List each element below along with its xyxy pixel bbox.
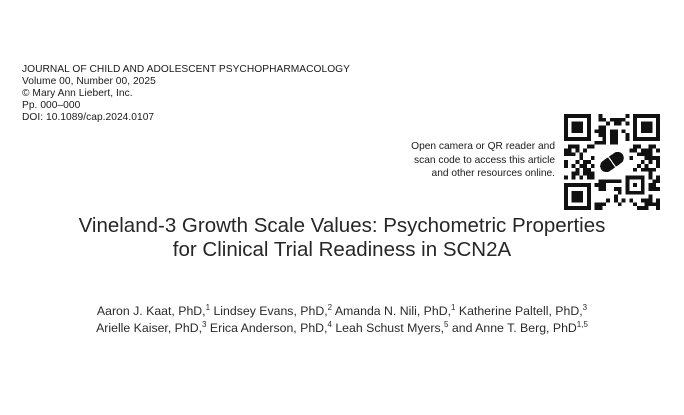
affiliation-mark: 3 bbox=[202, 320, 207, 329]
author bbox=[335, 304, 456, 318]
qr-code-icon[interactable] bbox=[564, 114, 660, 210]
author-name: Leah Schust Myers, bbox=[335, 321, 445, 335]
title-line-2: for Clinical Trial Readiness in SCN2A bbox=[172, 238, 512, 261]
author-name: Lindsey Evans, PhD, bbox=[213, 304, 328, 318]
affiliation-mark: 2 bbox=[327, 303, 333, 312]
qr-note-line-3: and other resources online. bbox=[431, 168, 555, 179]
journal-header bbox=[22, 64, 350, 124]
affiliation-mark: 1 bbox=[451, 303, 456, 312]
author-name: Erica Anderson, PhD, bbox=[209, 321, 328, 335]
title-line-1: Vineland-3 Growth Scale Values: Psychometric Properties bbox=[78, 214, 606, 237]
author-name: and Anne T. Berg, PhD bbox=[451, 321, 577, 335]
qr-instructions bbox=[380, 140, 555, 181]
author-name: Amanda N. Nili, PhD, bbox=[334, 304, 452, 318]
affiliation-mark: 3 bbox=[582, 303, 588, 312]
author-name: Arielle Kaiser, PhD, bbox=[96, 321, 203, 335]
author-list bbox=[0, 303, 684, 337]
journal-name: JOURNAL OF CHILD AND ADOLESCENT PSYCHOPHARMACOLOGY bbox=[22, 64, 350, 75]
affiliation-mark: 1,5 bbox=[576, 320, 588, 329]
journal-volume: Volume 00, Number 00, 2025 bbox=[22, 76, 156, 87]
journal-copyright: © Mary Ann Liebert, Inc. bbox=[22, 88, 133, 99]
author bbox=[452, 321, 588, 335]
affiliation-mark: 4 bbox=[327, 320, 332, 329]
author bbox=[213, 304, 332, 318]
affiliation-mark: 1 bbox=[205, 303, 211, 312]
article-title bbox=[0, 214, 684, 262]
author bbox=[97, 304, 210, 318]
author bbox=[459, 304, 587, 318]
author-name: Aaron J. Kaat, PhD, bbox=[96, 304, 206, 318]
author-line-1 bbox=[0, 303, 684, 320]
author bbox=[96, 321, 206, 335]
affiliation-mark: 5 bbox=[444, 320, 449, 329]
journal-doi: DOI: 10.1089/cap.2024.0107 bbox=[22, 112, 155, 123]
journal-pages: Pp. 000–000 bbox=[22, 100, 81, 111]
author-line-2 bbox=[0, 320, 684, 337]
qr-note-line-2: scan code to access this article bbox=[414, 154, 555, 166]
author bbox=[335, 321, 448, 335]
author bbox=[210, 321, 332, 335]
author-name: Katherine Paltell, PhD, bbox=[458, 304, 583, 318]
qr-note-line-1: Open camera or QR reader and bbox=[411, 141, 555, 152]
